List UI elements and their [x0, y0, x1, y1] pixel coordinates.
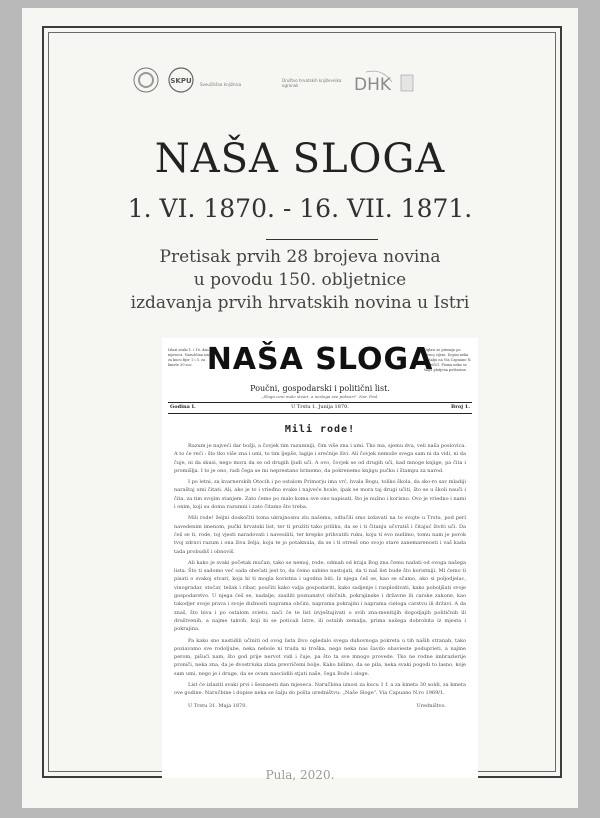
- svg-text:DHK: DHK: [354, 75, 392, 95]
- title-divider: [266, 239, 378, 240]
- dhk-caption: Društvo hrvatskih književnika ogranak: [282, 78, 342, 88]
- newspaper-motto: „Sloga ceni male stvari, a nesloga sve pokvari". Nar. Posl.: [261, 394, 379, 399]
- partner-logos: [132, 60, 472, 104]
- article-paragraph: Ali kako je svaki početak mučan, tako se nemoj, rode, odmah od kraja Bog zna čemu nadati od ovoga našega lista. Što ti sadomo već sada obećati jest to, da ćemo sabino nastojati, da ti naš list bude što koristniji. Mi ćemo ti pisati o svakoj stvari, koja bi ti mogla koristna i ugodna biti. Iz njega ćeš se, kao se sčamo, ako si poljodjelac, vinogradar, stočar, težak i ribar, poučiti kako valja gospodariti, kako sadjenje i rasplodivati, kako poboljšati svoje gospodarstvo. U njega ćeš se, nadalje, zasiliti poznanstvi običnih, pokrajinske i državne ili carske zakone, kao takodjer svoje prava i svoje dužnosti naprama obćini, naprama pokrajini i naprama cieloga carstvu ili državi. A da znaš, što biva i po ostalom svietu, naći će te list izvještajivati o svih zna-menitijih dogodjajih političnih ili društvenih, a najme takvih, koji bi se poticali Istre, ili ostalih zemalja, prima našega dobrobita iz mjesta i pokrajina.: [174, 559, 466, 633]
- poster-subtitle: [22, 246, 578, 315]
- subtitle-line: u povodu 150. obljetnice: [193, 270, 407, 290]
- skpu-caption: Sveučilišna knjižnica: [200, 82, 242, 87]
- newspaper-right-box: Oglasi se primaju po javnoj cijeni. Dopisi neka se šalju na Via Capuano N.° 1969/1. Pisma neka se šalju platjena poštarina: [424, 348, 472, 372]
- dhk-logo: [352, 70, 396, 96]
- issue-date: U Trstu 1. Junija 1870.: [291, 404, 349, 410]
- newspaper-left-box: Izlazi svaki 1. i 16. dan mjeseca. Naruščina iznosi za kucu fijor 1 i 5. za kmete 30 soc.: [168, 348, 215, 367]
- issue-number: Broj 1.: [451, 404, 470, 410]
- publication-place: Pula, 2020.: [265, 768, 335, 782]
- article-paragraph: Razum je najveći dar božji, a čovjek tim razumniji, čim više zna i umi. Tko ma, sjemu dva, veli naša poslovica. A to će reći : što tko više zna i umi, to tim ljepše, lagije i srećnije živi. Ali čovjek nemože svega sam ni da vidi, ni da čuje, ni da skusi, nego mora da se od drugih ljudi uči. A ovo, čovjek se od drugih uči, kad mnoge knjige, pa čita i promišlja. I to je ono, radi čega se mi neprestano brinemo, da pokrenemo knjigu pučku i štampu za narod.: [174, 443, 466, 474]
- article-paragraph: Mili rode! željni doskočiti toma ukrajnosnu zlu našemu, odlučili smo izdavati na to svojte u Trstu, pod perí navedenim imenom, pučki hrvatski list, ter ti pružiti tako priliku, da se i ti čitanju učvratiš i čitajuć živiti uči. Da ćeš se ti, rode, toj vjesti naradovati i navesiliti, ter krepko prihvatiti ruku, koju ti evo nudimo, tomu nam je porok tvoj zdravi razum i ona živa želja, koju te jo potaknula, da se i ti otresš ono svojo stare zanemarenosti i vaš kada tada probudiš i obnoviš.: [174, 515, 466, 555]
- article-closing: [174, 702, 466, 712]
- date-range: 1. VI. 1870. - 16. VII. 1871.: [127, 194, 473, 223]
- article-heading: Mili rode!: [284, 424, 356, 435]
- poster-title: NAŠA SLOGA: [154, 136, 446, 182]
- article-paragraph: List će izlaziti svaki prvi i šesnaesti dan mjeseca. Naručbina iznosi za kucu 1 f. a za kmeta 30 soldi, za kmeta ove godine. Naručbine i dopise neka se šalju do pošta uredništvu: „Naše Sloge". Via Capuano N.ro 1969/1.: [174, 682, 466, 697]
- skpu-logo: [166, 66, 196, 94]
- subtitle-line: izdavanja prvih hrvatskih novina u Istri: [130, 293, 470, 313]
- article-paragraph: I po letni, za kvarnerskih Otocih i po ostalom Primorju ima vrć, hvala Bogu, toliko škola, da sko-ro sav mladiji naraštaj umi čitati. Ali, ako je to i vrieđno svake i najveće hvale, ipak se mora taj drugi učiti, što se u školi nauči i čita, za tim svojim stanjem. Zato ćemo po malo komu sve ono napisati, što je nužno i korisno. Ovo je vriedno i nami i onim, koji su doma razumni i zato čitamo što treba.: [174, 479, 466, 511]
- closing-signature: Uredništvo.: [416, 702, 446, 709]
- newspaper-masthead: NAŠA SLOGA: [206, 342, 434, 377]
- poster-page: [22, 8, 578, 808]
- subtitle-line: Pretisak prvih 28 brojeva novina: [159, 247, 441, 267]
- article-body: [174, 442, 466, 712]
- university-seal-logo: [132, 66, 160, 94]
- issue-year: Godina I.: [170, 404, 196, 410]
- dhk-mark-icon: [400, 74, 414, 92]
- svg-text:SKPU: SKPU: [170, 77, 192, 85]
- newspaper-subtitle: Poučni, gospodarski i politični list.: [250, 384, 390, 393]
- closing-place: U Trstu 31. Maja 1870.: [188, 702, 247, 709]
- issue-bar: [168, 402, 472, 414]
- newspaper-facsimile: [162, 338, 478, 778]
- article-paragraph: Pa kako sno nastidili učiniti od ovog lista živo ogledalo svega duhovnoga pokreta u tih naših stranah, tako poziavamo sve rodoljube, neka nebole ni truda ni troška, nego neka nas šavdo obavieste poduprieti, a najme perom, pišući nam, što god prije nervot vidi i čuje, pa što ta sve mnogo provede. Tko ne rodne imbrazlerije proniči, neka zna, da je dvostriuka zlata prevričemi bolje. Kako bilimo, da se pila, neka svaki pogodi to lasno, koje sam umi, nego je i druge, da se ovam nasciidili stjati naše, čega Bože i sloge.: [174, 637, 466, 677]
